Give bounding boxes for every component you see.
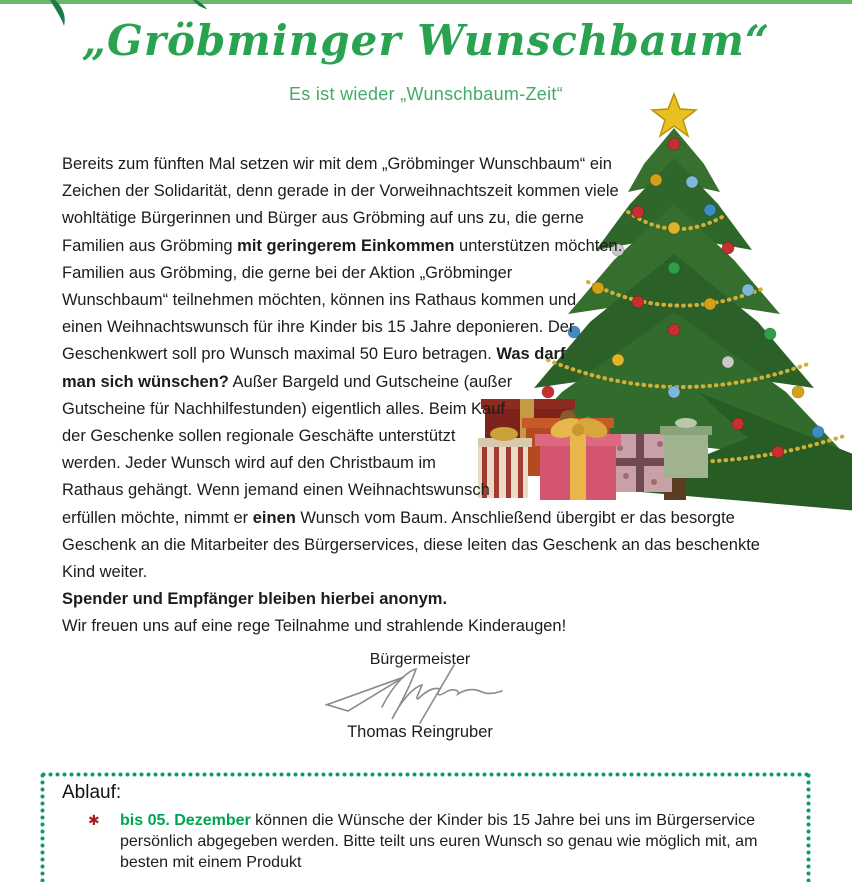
signature-role: Bürgermeister	[369, 651, 471, 668]
text-line: Gutscheine für Nachhilfestunden) eigentlich alles. Beim Kauf	[62, 399, 505, 418]
text-line: erfüllen möchte, nimmt er einen Wunsch vom Baum. Anschließend übergibt er das besorgte	[62, 508, 735, 527]
page-title: „Gröbminger Wunschbaum“	[81, 16, 771, 65]
text-line: man sich wünschen? Außer Bargeld und Gutscheine (außer	[62, 372, 513, 391]
text-line: einen Weihnachtswunsch für ihre Kinder bis 15 Jahre deponieren. Der	[62, 318, 575, 337]
text-line: Familien aus Gröbming, die gerne bei der Aktion „Gröbminger	[62, 263, 513, 282]
signature-image	[320, 661, 520, 727]
text-line: Geschenkwert soll pro Wunsch maximal 50 Euro betragen. Was darf	[62, 345, 566, 364]
text-line: Rathaus gehängt. Wenn jemand einen Weihnachtswunsch	[62, 481, 490, 500]
text-line: Wir freuen uns auf eine rege Teilnahme und strahlende Kinderaugen!	[62, 617, 567, 636]
star-bullet-icon: ✱	[88, 812, 100, 828]
ablauf-item-text	[120, 810, 757, 873]
text-line: Spender und Empfänger bleiben hierbei anonym.	[62, 590, 448, 609]
text-line: bis 05. Dezember können die Wünsche der Kinder bis 15 Jahre bei uns im Bürgerservice	[120, 812, 755, 829]
text-line: Wunschbaum“ teilnehmen möchten, können ins Rathaus kommen und	[62, 291, 577, 310]
text-line: Bereits zum fünften Mal setzen wir mit dem „Gröbminger Wunschbaum“ ein	[62, 155, 612, 173]
signature-block	[300, 651, 540, 742]
ablauf-section	[40, 772, 811, 882]
text-line: werden. Jeder Wunsch wird auf den Christbaum im	[62, 454, 436, 473]
text-line: wohltätige Bürgerinnen und Bürger aus Gröbming auf uns zu, die gerne	[62, 209, 584, 228]
list-item	[88, 810, 811, 873]
text-line: persönlich abgegeben werden. Bitte teilt uns euren Wunsch so genau wie möglich mit, am	[120, 833, 758, 850]
text-line: besten mit einem Produkt	[120, 854, 302, 871]
body-text	[62, 151, 760, 641]
ablauf-heading: Ablauf:	[62, 782, 122, 803]
signature-name: Thomas Reingruber	[347, 723, 493, 741]
text-line: der Geschenke sollen regionale Geschäfte unterstützt	[62, 427, 456, 446]
text-line: Geschenk an die Mitarbeiter des Bürgerservices, diese leiten das Geschenk an das beschenkte	[62, 535, 760, 554]
text-line: Zeichen der Solidarität, denn gerade in der Vorweihnachtszeit kommen viele	[62, 182, 619, 201]
text-line: Kind weiter.	[62, 563, 148, 582]
text-line: Familien aus Gröbming mit geringerem Einkommen unterstützen möchten.	[62, 236, 623, 255]
page-subtitle: Es ist wieder „Wunschbaum-Zeit“	[288, 84, 564, 104]
